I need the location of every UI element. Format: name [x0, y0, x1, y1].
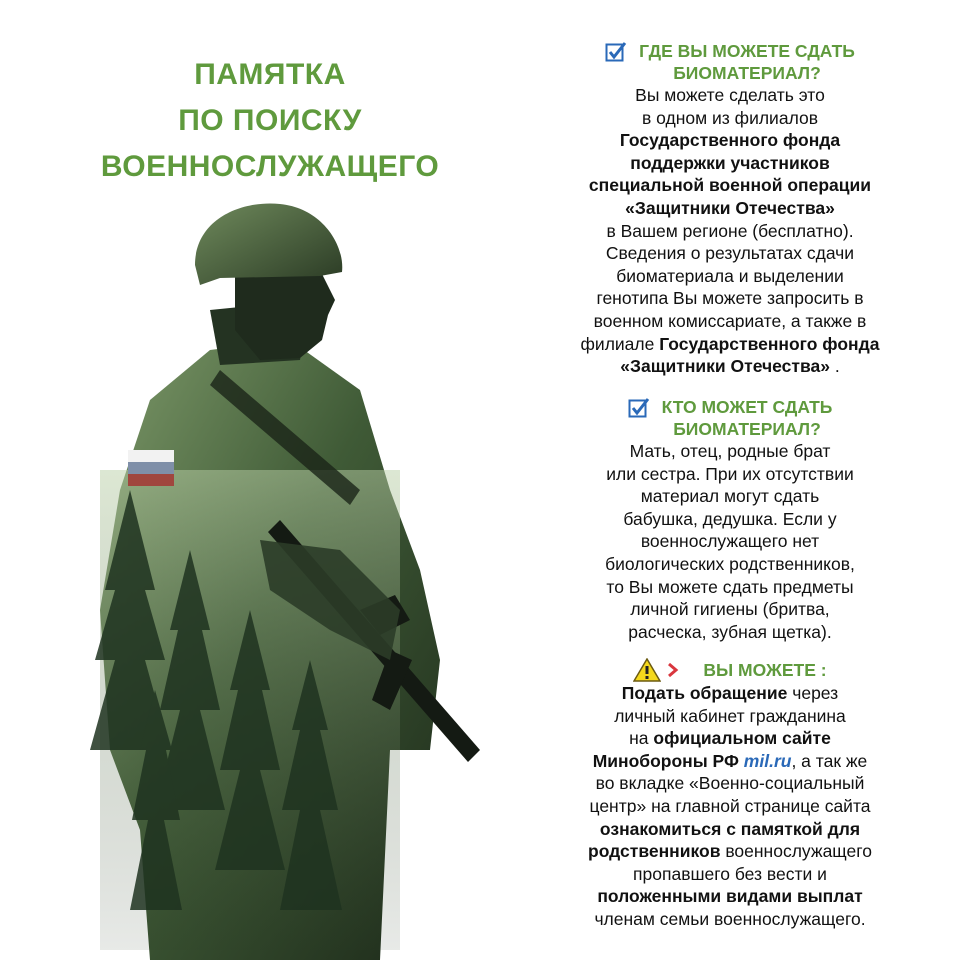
section-who [552, 396, 908, 643]
text-line: центр» на главной странице сайта [589, 795, 871, 816]
text-line: в Вашем регионе (бесплатно). [606, 220, 854, 241]
section-where-heading [552, 40, 908, 84]
section-who-text [552, 440, 908, 643]
text-line: расческа, зубная щетка). [628, 621, 832, 642]
soldier-illustration [60, 190, 500, 960]
text-line: пропавшего без вести и [633, 863, 827, 884]
title-line-1: ПАМЯТКА [194, 58, 346, 91]
text-line: членам семьи военнослужащего. [594, 908, 866, 929]
text-line: поддержки участников [630, 152, 830, 173]
text-line: в одном из филиалов [642, 107, 818, 128]
text-line: на официальном сайте [629, 728, 831, 749]
text-line: биологических родственников, [605, 553, 855, 574]
mil-ru-link[interactable]: mil.ru [743, 750, 792, 771]
text-line: биоматериала и выделении [616, 265, 844, 286]
section-where [552, 40, 908, 378]
title-line-2: ПО ПОИСКУ [178, 104, 362, 137]
text-line: положенными видами выплат [597, 886, 863, 907]
section-where-text [552, 84, 908, 378]
text-line: Подать обращение через [621, 683, 839, 703]
text-line: родственников военнослужащего [588, 841, 872, 862]
section-you-can [552, 658, 908, 931]
heading-line-2: БИОМАТЕРИАЛ? [673, 419, 821, 439]
checkbox-icon [628, 397, 650, 419]
text-line: то Вы можете сдать предметы [606, 576, 854, 597]
checkbox-icon [605, 41, 627, 63]
text-line: личный кабинет гражданина [614, 705, 846, 726]
text-line: генотипа Вы можете запросить в [596, 288, 864, 309]
title-line-3: ВОЕННОСЛУЖАЩЕГО [100, 150, 440, 183]
text-line: ознакомиться с памяткой для [599, 818, 861, 839]
text-line: специальной военной операции [588, 175, 872, 196]
warning-icon [633, 658, 661, 682]
text-line: филиале Государственного фонда [580, 333, 880, 354]
chevron-right-icon [667, 662, 679, 678]
text-line: Минобороны РФ mil.ru, а так же [592, 750, 868, 771]
heading-line-1: КТО МОЖЕТ СДАТЬ [661, 397, 833, 417]
section-you-can-text [552, 682, 908, 931]
section-who-heading [552, 396, 908, 440]
heading-line-1: ГДЕ ВЫ МОЖЕТЕ СДАТЬ [639, 41, 855, 61]
flag-patch-icon [128, 450, 174, 486]
text-line: военнослужащего нет [640, 531, 820, 552]
helmet-icon [195, 204, 342, 285]
text-line: Мать, отец, родные брат [629, 441, 831, 461]
text-line: Вы можете сделать это [635, 85, 825, 105]
text-line: во вкладке «Военно-социальный [595, 773, 865, 794]
heading-line: ВЫ МОЖЕТЕ : [703, 660, 827, 680]
section-you-can-heading [552, 658, 908, 682]
text-line: «Защитники Отечества» [625, 197, 835, 218]
text-line: бабушка, дедушка. Если у [623, 508, 837, 529]
page-title [40, 52, 500, 190]
text-line: военном комиссариате, а также в [593, 310, 867, 331]
text-line: Сведения о результатах сдачи [605, 243, 855, 264]
text-line: материал могут сдать [640, 486, 820, 507]
text-line: Государственного фонда [619, 130, 841, 151]
text-line: личной гигиены (бритва, [630, 599, 830, 620]
text-line: или сестра. При их отсутствии [606, 463, 854, 484]
heading-line-2: БИОМАТЕРИАЛ? [673, 63, 821, 83]
text-line: «Защитники Отечества» . [620, 356, 840, 377]
